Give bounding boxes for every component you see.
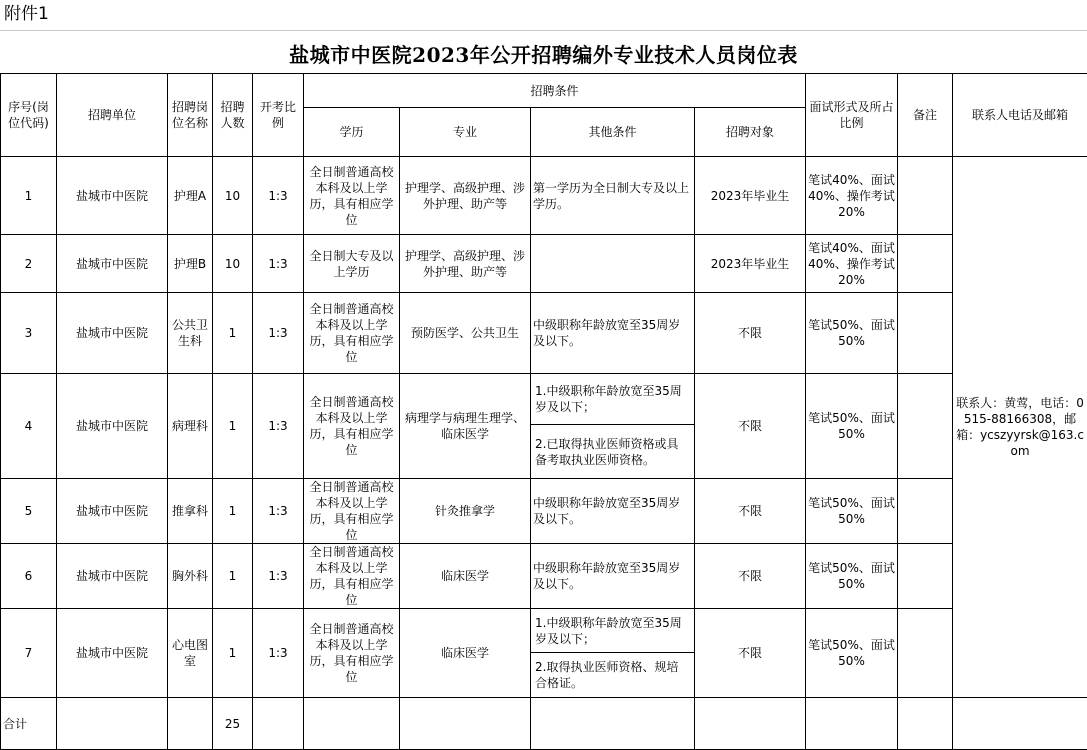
cell-ratio: 1:3 — [253, 609, 304, 698]
cell-education: 全日制普通高校本科及以上学历，具有相应学位 — [304, 374, 400, 479]
cell-post: 护理A — [168, 157, 213, 235]
cell-major: 护理学、高级护理、涉外护理、助产等 — [400, 157, 531, 235]
cell-major: 病理学与病理生理学、临床医学 — [400, 374, 531, 479]
page-title: 盐城市中医院2023年公开招聘编外专业技术人员岗位表 — [289, 39, 798, 68]
cell-count: 10 — [213, 235, 253, 293]
cell-other — [531, 235, 695, 293]
cell-major: 临床医学 — [400, 544, 531, 609]
cell-education: 全日制普通高校本科及以上学历，具有相应学位 — [304, 609, 400, 698]
cell-remark — [898, 544, 953, 609]
cell-count: 1 — [213, 544, 253, 609]
cell-count: 10 — [213, 157, 253, 235]
header-post: 招聘岗位名称 — [168, 74, 213, 157]
cell-education: 全日制普通高校本科及以上学历，具有相应学位 — [304, 157, 400, 235]
cell-contact: 联系人：黄莺，电话：0515-88166308，邮箱：ycszyyrsk@163.com — [953, 157, 1087, 698]
header-target: 招聘对象 — [695, 108, 806, 157]
title-bar — [0, 30, 1087, 75]
header-row-1 — [1, 74, 1087, 108]
cell-major: 临床医学 — [400, 609, 531, 698]
header-education: 学历 — [304, 108, 400, 157]
cell-post: 病理科 — [168, 374, 213, 479]
cell-target: 不限 — [695, 293, 806, 374]
cell-ratio: 1:3 — [253, 235, 304, 293]
cell-remark — [898, 235, 953, 293]
cell-unit: 盐城市中医院 — [57, 609, 168, 698]
cell-count: 1 — [213, 479, 253, 544]
table-row — [1, 157, 1087, 235]
cell-other-item: 1.中级职称年龄放宽至35周岁及以下； — [531, 374, 694, 424]
cell-target: 不限 — [695, 374, 806, 479]
cell-ratio: 1:3 — [253, 157, 304, 235]
table-row — [1, 544, 1087, 609]
cell-exam: 笔试50%、面试50% — [806, 544, 898, 609]
table-body — [1, 74, 1087, 750]
cell-target: 2023年毕业生 — [695, 235, 806, 293]
total-count: 25 — [213, 698, 253, 750]
cell-exam: 笔试50%、面试50% — [806, 374, 898, 479]
cell-post: 公共卫生科 — [168, 293, 213, 374]
cell-post: 护理B — [168, 235, 213, 293]
header-other: 其他条件 — [531, 108, 695, 157]
cell-unit: 盐城市中医院 — [57, 235, 168, 293]
cell-education: 全日制普通高校本科及以上学历，具有相应学位 — [304, 479, 400, 544]
cell-seq: 3 — [1, 293, 57, 374]
cell-major: 针灸推拿学 — [400, 479, 531, 544]
attachment-label: 附件1 — [4, 3, 49, 25]
header-count: 招聘人数 — [213, 74, 253, 157]
cell-other: 中级职称年龄放宽至35周岁及以下。 — [531, 293, 695, 374]
cell-other-item: 2.取得执业医师资格、规培合格证。 — [531, 652, 694, 697]
table-row — [1, 235, 1087, 293]
cell-other — [531, 374, 695, 479]
cell-remark — [898, 479, 953, 544]
cell-target: 2023年毕业生 — [695, 157, 806, 235]
table-row — [1, 374, 1087, 479]
cell-major: 预防医学、公共卫生 — [400, 293, 531, 374]
cell-education: 全日制大专及以上学历 — [304, 235, 400, 293]
header-unit: 招聘单位 — [57, 74, 168, 157]
cell-exam: 笔试40%、面试40%、操作考试20% — [806, 235, 898, 293]
cell-other: 第一学历为全日制大专及以上学历。 — [531, 157, 695, 235]
header-exam: 面试形式及所占比例 — [806, 74, 898, 157]
cell-ratio: 1:3 — [253, 374, 304, 479]
cell-target: 不限 — [695, 479, 806, 544]
cell-remark — [898, 293, 953, 374]
cell-count: 1 — [213, 609, 253, 698]
cell-exam: 笔试50%、面试50% — [806, 479, 898, 544]
cell-seq: 7 — [1, 609, 57, 698]
cell-unit: 盐城市中医院 — [57, 293, 168, 374]
cell-education: 全日制普通高校本科及以上学历，具有相应学位 — [304, 544, 400, 609]
header-ratio: 开考比例 — [253, 74, 304, 157]
cell-exam: 笔试40%、面试40%、操作考试20% — [806, 157, 898, 235]
cell-seq: 1 — [1, 157, 57, 235]
cell-ratio: 1:3 — [253, 544, 304, 609]
table-row — [1, 609, 1087, 698]
cell-unit: 盐城市中医院 — [57, 479, 168, 544]
cell-post: 胸外科 — [168, 544, 213, 609]
cell-unit: 盐城市中医院 — [57, 157, 168, 235]
cell-target: 不限 — [695, 544, 806, 609]
cell-other-item: 1.中级职称年龄放宽至35周岁及以下； — [531, 609, 694, 652]
total-label: 合计 — [1, 698, 57, 750]
cell-seq: 2 — [1, 235, 57, 293]
cell-major: 护理学、高级护理、涉外护理、助产等 — [400, 235, 531, 293]
cell-other: 中级职称年龄放宽至35周岁及以下。 — [531, 544, 695, 609]
job-table — [0, 73, 1087, 750]
cell-other: 中级职称年龄放宽至35周岁及以下。 — [531, 479, 695, 544]
table-row — [1, 479, 1087, 544]
header-seq: 序号(岗位代码) — [1, 74, 57, 157]
table-row — [1, 293, 1087, 374]
cell-ratio: 1:3 — [253, 479, 304, 544]
cell-exam: 笔试50%、面试50% — [806, 293, 898, 374]
cell-post: 推拿科 — [168, 479, 213, 544]
cell-other-item: 2.已取得执业医师资格或具备考取执业医师资格。 — [531, 424, 694, 478]
header-contact: 联系人电话及邮箱 — [953, 74, 1087, 157]
cell-remark — [898, 609, 953, 698]
cell-unit: 盐城市中医院 — [57, 544, 168, 609]
header-major: 专业 — [400, 108, 531, 157]
cell-other — [531, 609, 695, 698]
cell-count: 1 — [213, 293, 253, 374]
cell-education: 全日制普通高校本科及以上学历，具有相应学位 — [304, 293, 400, 374]
cell-seq: 5 — [1, 479, 57, 544]
cell-remark — [898, 157, 953, 235]
header-remark: 备注 — [898, 74, 953, 157]
header-conditions: 招聘条件 — [304, 74, 806, 108]
cell-seq: 6 — [1, 544, 57, 609]
cell-post: 心电图室 — [168, 609, 213, 698]
cell-exam: 笔试50%、面试50% — [806, 609, 898, 698]
cell-remark — [898, 374, 953, 479]
cell-ratio: 1:3 — [253, 293, 304, 374]
cell-target: 不限 — [695, 609, 806, 698]
cell-seq: 4 — [1, 374, 57, 479]
cell-unit: 盐城市中医院 — [57, 374, 168, 479]
cell-count: 1 — [213, 374, 253, 479]
